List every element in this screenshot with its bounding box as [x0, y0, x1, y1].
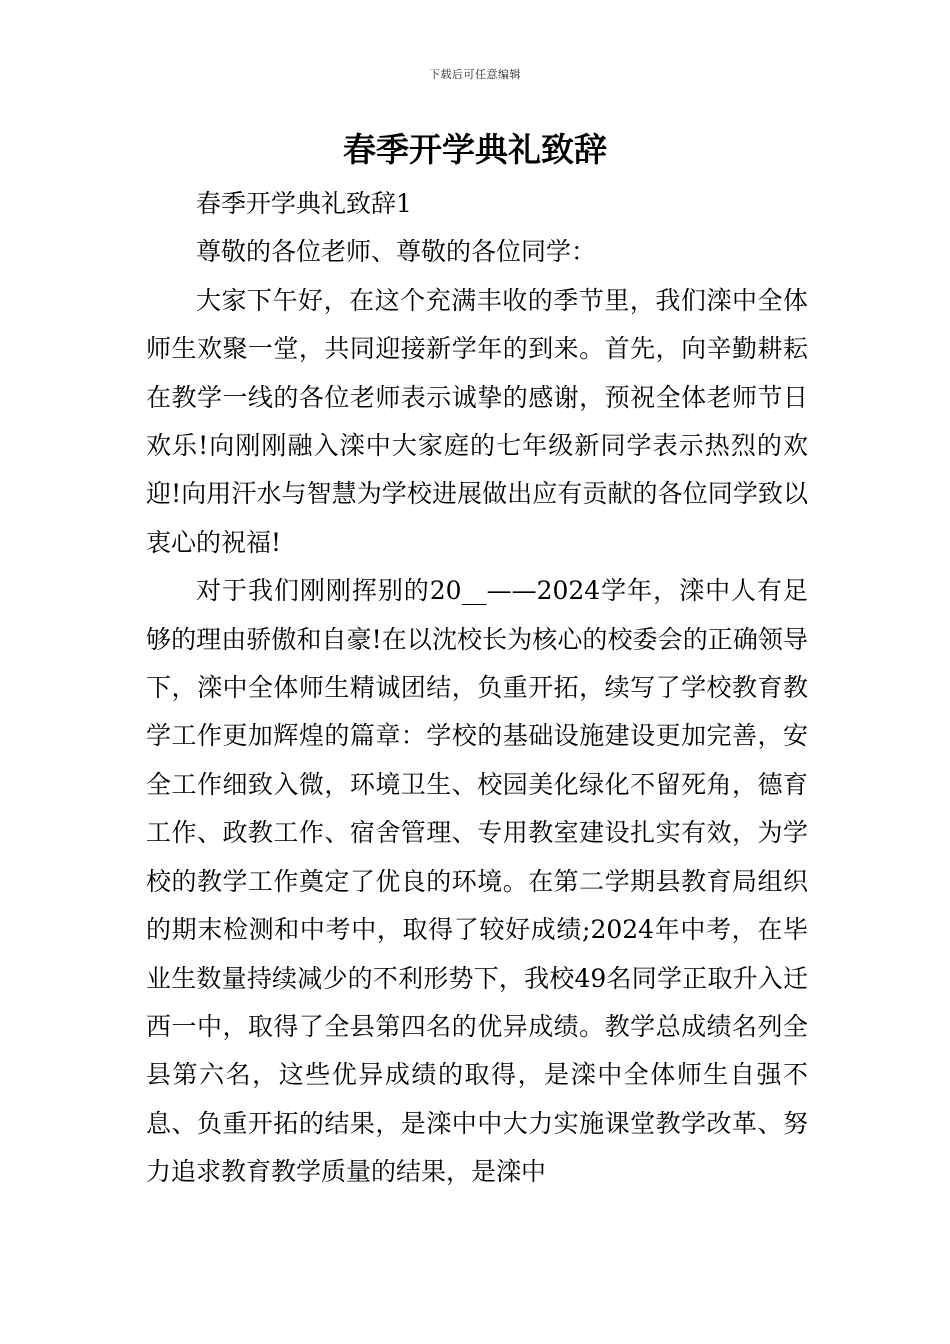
paragraph-greeting: 大家下午好，在这个充满丰收的季节里，我们滦中全体师生欢聚一堂，共同迎接新学年的到来。首先，向辛勤耕耘在教学一线的各位老师表示诚挚的感谢，预祝全体老师节日欢乐!向刚刚融入滦中大家庭的七年级新同学表示热烈的欢迎!向用汗水与智慧为学校进展做出应有贡献的各位同学致以衷心的祝福! — [146, 285, 808, 557]
document-title: 春季开学典礼致辞 — [343, 130, 607, 169]
paragraph-review: 对于我们刚刚挥别的20__——2024学年，滦中人有足够的理由骄傲和自豪!在以沈校长为核心的校委会的正确领导下，滦中全体师生精诚团结，负重开拓，续写了学校教育教学工作更加辉煌的篇章：学校的基础设施建设更加完善，安全工作细致入微，环境卫生、校园美化绿化不留死角，德育工作、政教工作、宿舍管理、专用教室建设扎实有效，为学校的教学工作奠定了优良的环境。在第二学期县教育局组织的期末检测和中考中，取得了较好成绩;2024年中考，在毕业生数量持续减少的不利形势下，我校49名同学正取升入迁西一中，取得了全县第四名的优异成绩。教学总成绩名列全县第六名，这些优异成绩的取得，是滦中全体师生自强不息、负重开拓的结果，是滦中中大力实施课堂教学改革、努力追求教育教学质量的结果，是滦中 — [146, 576, 808, 1187]
document-body — [146, 180, 808, 1197]
paragraph-subtitle: 春季开学典礼致辞1 — [196, 189, 412, 218]
header-note: 下载后可任意编辑 — [429, 68, 521, 81]
paragraph-salutation: 尊敬的各位老师、尊敬的各位同学： — [196, 237, 597, 267]
